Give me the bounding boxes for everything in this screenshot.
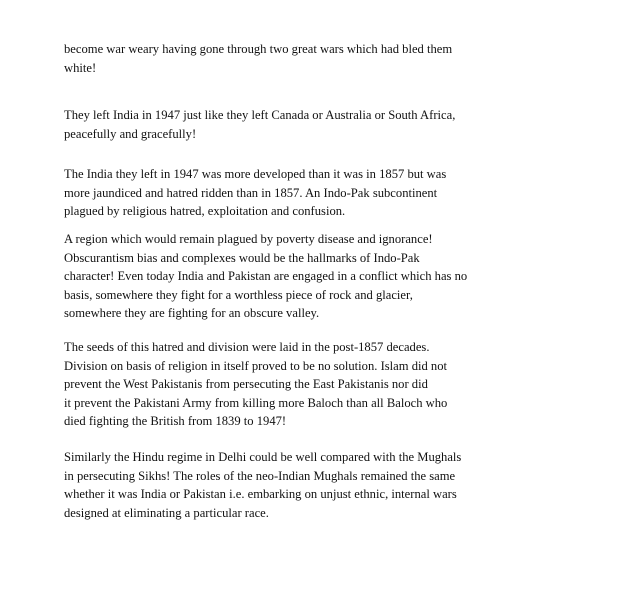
text-line: white! — [64, 60, 97, 75]
text-line: The seeds of this hatred and division were laid in the post-1857 decades. — [64, 340, 430, 354]
paragraph-hindu-regime — [64, 448, 461, 522]
text-line: more jaundiced and hatred ridden than in 1857. An Indo-Pak subcontinent — [64, 185, 438, 200]
paragraph-left-india — [64, 106, 455, 143]
text-line: become war weary having gone through two great wars which had bled them — [64, 42, 453, 56]
text-line: character! Even today India and Pakistan are engaged in a conflict which has no — [64, 269, 468, 284]
paragraph-region-plagued — [64, 230, 467, 323]
text-line: Similarly the Hindu regime in Delhi could be well compared with the Mughals — [64, 450, 462, 464]
paragraph-seeds-of-hatred — [64, 338, 447, 431]
text-line: whether it was India or Pakistan i.e. embarking on unjust ethnic, internal wars — [64, 487, 457, 502]
text-line: Division on basis of religion in itself proved to be no solution. Islam did not — [64, 358, 448, 373]
text-line: Obscurantism bias and complexes would be the hallmarks of Indo-Pak — [64, 250, 420, 265]
text-line: basis, somewhere they fight for a worthless piece of rock and glacier, — [64, 287, 413, 302]
text-line: prevent the West Pakistanis from persecuting the East Pakistanis nor did — [64, 377, 428, 392]
text-line: died fighting the British from 1839 to 1947! — [64, 414, 287, 429]
text-line: They left India in 1947 just like they left Canada or Australia or South Africa, — [64, 108, 456, 122]
text-line: The India they left in 1947 was more developed than it was in 1857 but was — [64, 167, 447, 181]
text-line: designed at eliminating a particular race. — [64, 505, 269, 520]
paragraph-war-weary — [64, 40, 452, 77]
text-line: A region which would remain plagued by poverty disease and ignorance! — [64, 232, 433, 246]
text-line: peacefully and gracefully! — [64, 126, 197, 141]
text-line: in persecuting Sikhs! The roles of the neo-Indian Mughals remained the same — [64, 468, 456, 483]
text-line: somewhere they are fighting for an obscure valley. — [64, 306, 320, 321]
text-line: it prevent the Pakistani Army from killing more Baloch than all Baloch who — [64, 395, 448, 410]
paragraph-india-1947 — [64, 165, 446, 221]
text-line: plagued by religious hatred, exploitation and confusion. — [64, 204, 346, 219]
